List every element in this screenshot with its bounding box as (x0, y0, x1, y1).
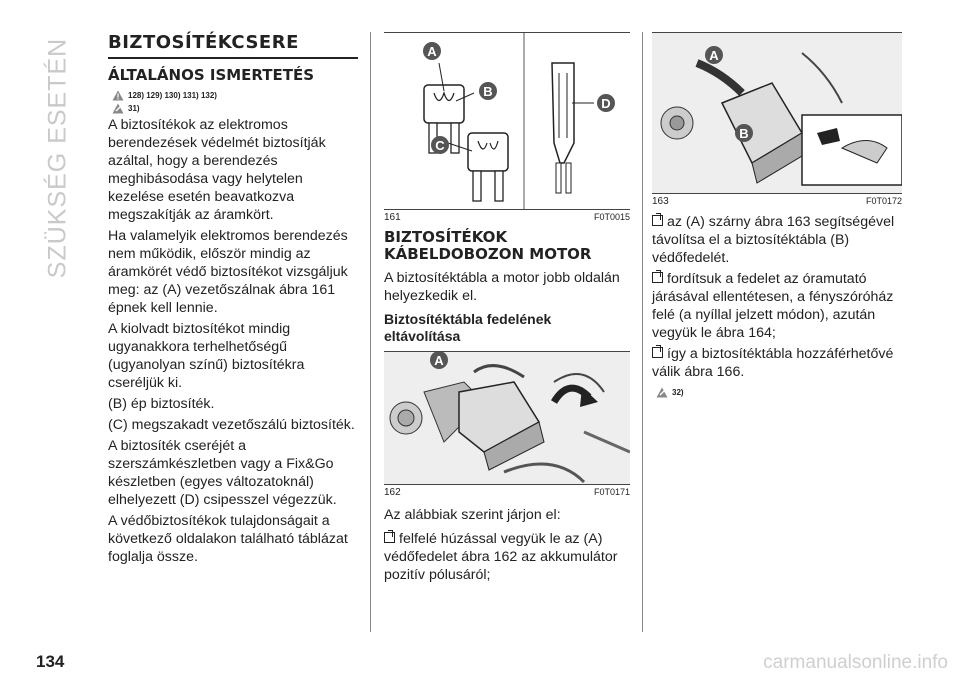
checkbox-bullet-icon (652, 347, 663, 358)
paragraph: Az alábbiak szerint járjon el: (384, 507, 561, 523)
page-number: 134 (36, 652, 65, 671)
figure-162-engine (384, 351, 630, 485)
column-divider (370, 32, 371, 632)
svg-text:A: A (427, 44, 437, 59)
fusebox-illustration (652, 33, 902, 193)
step-item: az (A) szárny ábra 163 segítségével távolítsa el a biztosítéktábla (B) védőfedelét. (652, 214, 895, 266)
fuse-illustration (384, 33, 630, 209)
paragraph: (C) megszakadt vezetőszálú biztosíték. (108, 417, 355, 433)
paragraph: A biztosítékok az elektromos berendezések védelmét biztosítják azáltal, hogy a berendezés meghibásodása vagy helytelen kezelése esetén beavatkozva megszakítják az áramkört. (108, 117, 326, 223)
paragraph: (B) ép biztosíték. (108, 396, 215, 412)
figure-number: 161 (384, 212, 401, 223)
svg-text:B: B (739, 126, 749, 141)
warning-refs: 128) 129) 130) 131) 132) (112, 90, 358, 101)
checkbox-bullet-icon (652, 215, 663, 226)
figure-caption (384, 212, 630, 223)
svg-text:A: A (434, 353, 444, 368)
step-item: felfelé húzással vegyük le az (A) védőfedelet ábra 162 az akkumulátor pozitív pólusáról; (384, 531, 618, 583)
column-steps (652, 32, 902, 400)
figure-161-fuses (384, 32, 630, 210)
paragraph: A védőbiztosítékok tulajdonságait a következő oldalakon található táblázat foglalja össze. (108, 513, 348, 565)
figure-code: F0T0171 (593, 487, 630, 497)
figure-code: F0T0015 (593, 212, 630, 222)
paragraph: A biztosíték cseréjét a szerszámkészletben vagy a Fix&Go készletben (egyes változatoknál) elhelyezett (D) csipesszel végezzük. (108, 438, 337, 508)
figure-caption (384, 487, 630, 498)
engine-illustration (384, 352, 630, 484)
callout-B (735, 124, 753, 142)
callout-A (423, 42, 441, 60)
paragraph: A kiolvadt biztosítékot mindig ugyanakkora terhelhetőségű (ugyanolyan színű) biztosítékra cseréljük ki. (108, 321, 305, 391)
wrench-warning-icon (112, 103, 124, 114)
section-title-fuse-replacement: BIZTOSÍTÉKCSERE (108, 32, 358, 59)
step-item: így a biztosítéktábla hozzáférhetővé válik ábra 166. (652, 346, 894, 380)
callout-C (431, 136, 449, 154)
svg-text:C: C (435, 138, 445, 153)
wrench-warning-icon (656, 387, 668, 398)
step-item: fordítsuk a fedelet az óramutató járásával ellentétesen, a fényszóróház felé (a nyíllal jelzett módon), azután vegyük le ábra 164; (652, 271, 894, 341)
figure-163-fusebox (652, 32, 902, 194)
svg-text:D: D (601, 96, 611, 111)
figure-caption (652, 196, 902, 207)
environment-refs: 32) (656, 387, 902, 398)
callout-B (479, 82, 497, 100)
section-title-engine-fusebox: BIZTOSÍTÉKOK KÁBELDOBOZON MOTOR (384, 228, 592, 263)
subsection-title-cover-removal: Biztosítéktábla fedelének eltávolítása (384, 311, 552, 344)
environment-refs: 31) (112, 103, 358, 114)
checkbox-bullet-icon (652, 272, 663, 283)
figure-code: F0T0172 (865, 196, 902, 206)
svg-text:B: B (483, 84, 493, 99)
svg-text:A: A (709, 48, 719, 63)
column-general (108, 32, 358, 569)
paragraph: Ha valamelyik elektromos berendezés nem működik, először mindig az áramkörét védő biztosítékot vizsgáljuk meg: az (A) vezetőszálnak ábra 161 épnek kell lennie. (108, 228, 348, 316)
callout-A (705, 46, 723, 64)
checkbox-bullet-icon (384, 532, 395, 543)
side-chapter-title: SZÜKSÉG ESETÉN (43, 37, 72, 279)
figure-number: 162 (384, 487, 401, 498)
callout-D (597, 94, 615, 112)
paragraph: A biztosítéktábla a motor jobb oldalán helyezkedik el. (384, 270, 620, 304)
subtitle-general: ÁLTALÁNOS ISMERTETÉS (108, 66, 315, 84)
column-divider (642, 32, 643, 632)
figure-number: 163 (652, 196, 669, 207)
watermark: carmanualsonline.info (763, 652, 948, 673)
column-engine-fuses (384, 32, 630, 587)
warning-triangle-icon (112, 90, 124, 101)
